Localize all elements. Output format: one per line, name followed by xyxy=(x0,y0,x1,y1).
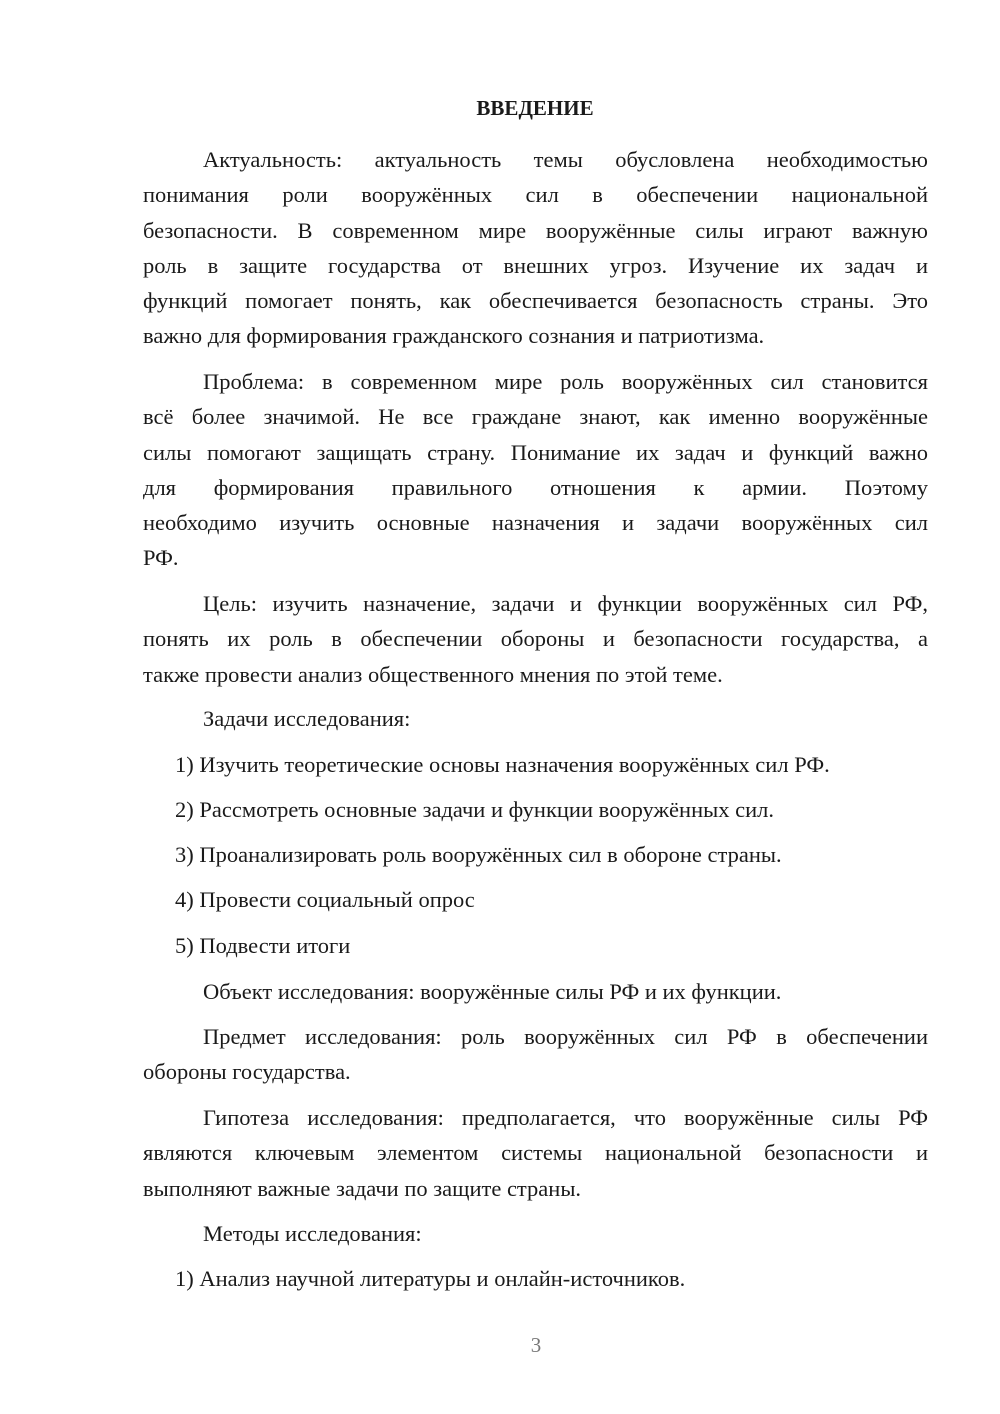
task-item: 1) Изучить теоретические основы назначения вооружённых сил РФ. xyxy=(175,752,830,777)
text-line: всё более значимой. Не все граждане знают, как именно вооружённые xyxy=(143,404,928,430)
paragraph-problem xyxy=(143,364,928,576)
paragraph-subject xyxy=(143,1019,928,1090)
task-item: 5) Подвести итоги xyxy=(175,933,351,958)
paragraph-hypothesis xyxy=(143,1100,928,1206)
text-line: Цель: изучить назначение, задачи и функции вооружённых сил РФ, xyxy=(203,591,928,616)
text-line: важно для формирования гражданского сознания и патриотизма. xyxy=(143,323,765,349)
text-line: являются ключевым элементом системы национальной безопасности и xyxy=(143,1140,928,1166)
task-item: 3) Проанализировать роль вооружённых сил в обороне страны. xyxy=(175,842,782,867)
text-line: Актуальность: актуальность темы обусловлена необходимостью xyxy=(203,147,928,172)
page-title: ВВЕДЕНИЕ xyxy=(476,96,594,120)
text-line: для формирования правильного отношения к армии. Поэтому xyxy=(143,474,928,500)
paragraph-goal xyxy=(143,586,928,692)
text-line: безопасности. В современном мире вооружённые силы играют важную xyxy=(143,217,928,243)
tasks-heading: Задачи исследования: xyxy=(203,706,411,731)
task-item: 4) Провести социальный опрос xyxy=(175,887,475,912)
text-line: Проблема: в современном мире роль вооружённых сил становится xyxy=(203,369,928,394)
text-line: также провести анализ общественного мнения по этой теме. xyxy=(143,661,723,687)
text-line: Гипотеза исследования: предполагается, что вооружённые силы РФ xyxy=(203,1105,928,1130)
text-line: понять их роль в обеспечении обороны и безопасности государства, а xyxy=(143,626,928,652)
text-line: РФ. xyxy=(143,545,179,571)
text-line: функций помогает понять, как обеспечивается безопасность страны. Это xyxy=(143,288,928,314)
research-object: Объект исследования: вооружённые силы РФ и их функции. xyxy=(203,979,782,1004)
methods-heading: Методы исследования: xyxy=(203,1221,422,1246)
task-item: 2) Рассмотреть основные задачи и функции вооружённых сил. xyxy=(175,797,774,822)
text-line: необходимо изучить основные назначения и задачи вооружённых сил xyxy=(143,510,928,536)
text-line: силы помогают защищать страну. Понимание их задач и функций важно xyxy=(143,439,928,465)
method-item: 1) Анализ научной литературы и онлайн-источников. xyxy=(175,1266,686,1291)
text-line: понимания роли вооружённых сил в обеспечении национальной xyxy=(143,182,928,208)
paragraph-relevance xyxy=(143,142,928,354)
page-number: 3 xyxy=(530,1333,542,1357)
text-line: обороны государства. xyxy=(143,1059,351,1085)
text-line: роль в защите государства от внешних угроз. Изучение их задач и xyxy=(143,252,928,278)
text-line: Предмет исследования: роль вооружённых сил РФ в обеспечении xyxy=(203,1024,928,1049)
text-line: выполняют важные задачи по защите страны. xyxy=(143,1175,582,1201)
